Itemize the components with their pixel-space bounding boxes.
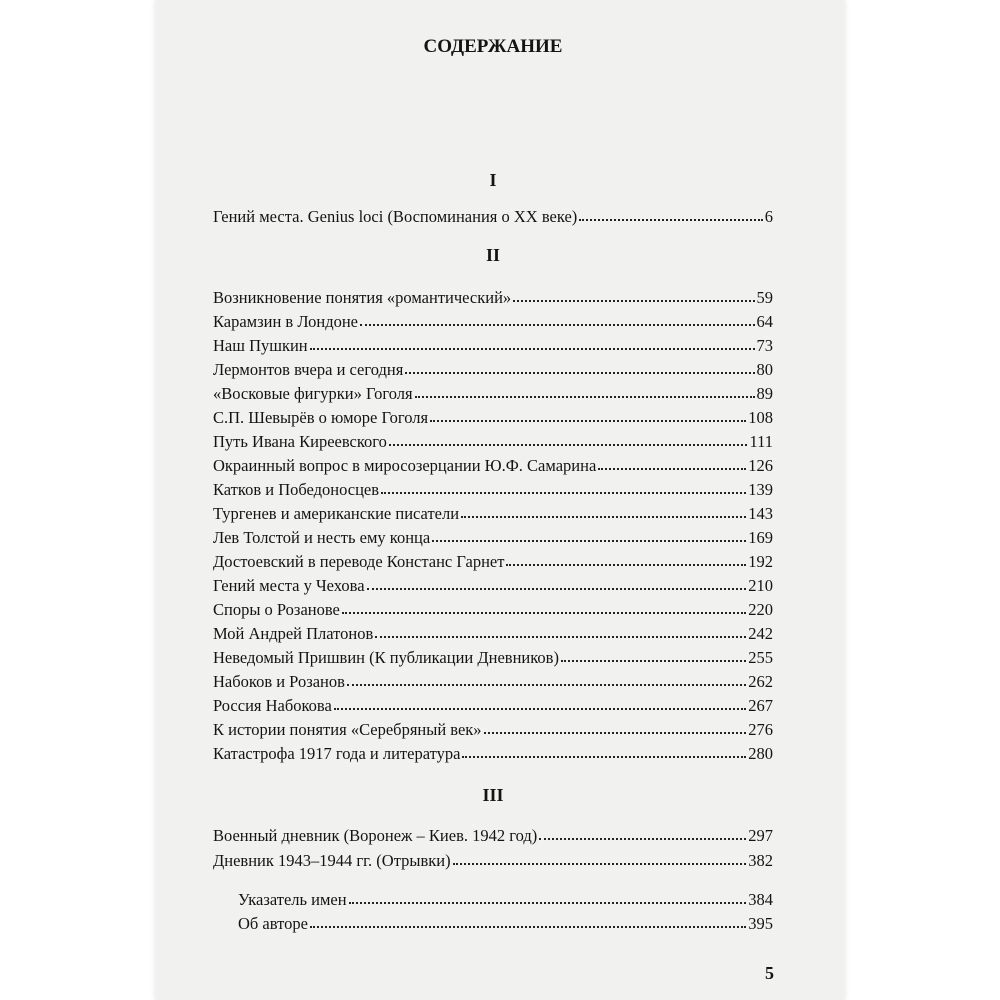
toc-entry-page: 220 [748, 600, 773, 619]
toc-entry-page: 382 [748, 851, 773, 870]
toc-entry-page: 262 [748, 672, 773, 691]
toc-entry-page: 59 [756, 288, 773, 307]
toc-entry-title: Гений места. Genius loci (Воспоминания о XX веке) [213, 207, 578, 226]
toc-entry-page: 280 [748, 744, 773, 763]
toc-entry [238, 888, 773, 912]
toc-entry [213, 622, 773, 646]
dot-leader [461, 502, 746, 518]
dot-leader [347, 670, 746, 686]
dot-leader [381, 478, 746, 494]
toc-entry-title: «Восковые фигурки» Гоголя [213, 384, 413, 403]
toc-entry-title: Катков и Победоносцев [213, 480, 380, 499]
section-heading-2: II [485, 245, 500, 265]
toc-entry-title: Гений места у Чехова [213, 576, 365, 595]
toc-entry-title: К истории понятия «Серебряный век» [213, 720, 482, 739]
toc-entry-page: 242 [748, 624, 773, 643]
dot-leader [415, 382, 755, 398]
toc-entry-page: 139 [748, 480, 773, 499]
toc-entry-title: Указатель имен [238, 890, 347, 909]
section-heading-3: III [482, 785, 504, 805]
toc-entry-title: Об авторе [238, 914, 308, 933]
dot-leader [342, 598, 746, 614]
toc-entry [213, 454, 773, 478]
toc-entry-page: 126 [748, 456, 773, 475]
dot-leader [506, 550, 746, 566]
toc-entry-title: Набоков и Розанов [213, 672, 345, 691]
dot-leader [598, 454, 746, 470]
dot-leader [561, 646, 746, 662]
dot-leader [405, 358, 754, 374]
dot-leader [375, 622, 746, 638]
toc-entry [213, 286, 773, 310]
toc-entry-page: 89 [756, 384, 773, 403]
toc-entry-page: 192 [748, 552, 773, 571]
toc-entry-page: 297 [748, 826, 773, 845]
dot-leader [539, 824, 746, 840]
dot-leader [513, 286, 754, 302]
toc-entry-page: 73 [756, 336, 773, 355]
toc-entry-title: Окраинный вопрос в миросозерцании Ю.Ф. Самарина [213, 456, 597, 475]
toc-entry-page: 80 [756, 360, 773, 379]
dot-leader [484, 718, 747, 734]
toc-entry-title: Наш Пушкин [213, 336, 308, 355]
toc-entry [213, 430, 773, 454]
toc-entry-page: 267 [748, 696, 773, 715]
toc-entry-title: Споры о Розанове [213, 600, 340, 619]
dot-leader [367, 574, 747, 590]
toc-entry [213, 718, 773, 742]
toc-entry-page: 276 [748, 720, 773, 739]
toc-entry [213, 824, 773, 848]
toc-entry-title: Дневник 1943–1944 гг. (Отрывки) [213, 851, 451, 870]
toc-entry-title: С.П. Шевырёв о юморе Гоголя [213, 408, 429, 427]
toc-entry-page: 169 [748, 528, 773, 547]
toc-entry-page: 111 [749, 432, 773, 451]
toc-entry [213, 382, 773, 406]
toc-entry-title: Неведомый Пришвин (К публикации Дневников) [213, 648, 559, 667]
dot-leader [432, 526, 746, 542]
toc-entry [213, 526, 773, 550]
toc-entry-title: Возникновение понятия «романтический» [213, 288, 512, 307]
dot-leader [579, 205, 762, 221]
page-number: 5 [765, 963, 774, 983]
toc-entry-page: 384 [748, 890, 773, 909]
toc-entry [213, 598, 773, 622]
section-heading-1: I [489, 170, 497, 190]
toc-entry-title: Лермонтов вчера и сегодня [213, 360, 404, 379]
toc-entry [213, 478, 773, 502]
toc-entry-title: Военный дневник (Воронеж – Киев. 1942 год) [213, 826, 538, 845]
toc-entry-title: Путь Ивана Киреевского [213, 432, 387, 451]
toc-entry-title: Карамзин в Лондоне [213, 312, 359, 331]
toc-entry [213, 574, 773, 598]
toc-entry [213, 205, 773, 229]
toc-entry [213, 694, 773, 718]
toc-entry-page: 143 [748, 504, 773, 523]
toc-entry-page: 6 [764, 207, 773, 226]
toc-entry [213, 646, 773, 670]
toc-entry-page: 210 [748, 576, 773, 595]
table-of-contents [213, 0, 773, 1000]
toc-entry [213, 670, 773, 694]
toc-entry-page: 255 [748, 648, 773, 667]
toc-entry-title: Достоевский в переводе Констанс Гарнет [213, 552, 505, 571]
toc-entry [213, 310, 773, 334]
page-title: СОДЕРЖАНИЕ [423, 36, 563, 57]
toc-entry [213, 502, 773, 526]
toc-entry-title: Тургенев и американские писатели [213, 504, 460, 523]
dot-leader [430, 406, 746, 422]
toc-entry [213, 742, 773, 766]
toc-entry-title: Катастрофа 1917 года и литература [213, 744, 461, 763]
dot-leader [310, 912, 746, 928]
dot-leader [310, 334, 755, 350]
toc-entry [213, 849, 773, 873]
toc-entry-page: 64 [756, 312, 773, 331]
toc-entry-page: 395 [748, 914, 773, 933]
toc-entry-title: Мой Андрей Платонов [213, 624, 374, 643]
toc-entry [213, 358, 773, 382]
toc-entry [213, 406, 773, 430]
dot-leader [360, 310, 754, 326]
toc-entry [213, 550, 773, 574]
dot-leader [349, 888, 747, 904]
toc-entry [213, 334, 773, 358]
dot-leader [453, 849, 747, 865]
toc-entry-page: 108 [748, 408, 773, 427]
dot-leader [462, 742, 746, 758]
toc-entry [238, 912, 773, 936]
dot-leader [334, 694, 746, 710]
dot-leader [389, 430, 748, 446]
toc-entry-title: Лев Толстой и несть ему конца [213, 528, 431, 547]
toc-entry-title: Россия Набокова [213, 696, 332, 715]
